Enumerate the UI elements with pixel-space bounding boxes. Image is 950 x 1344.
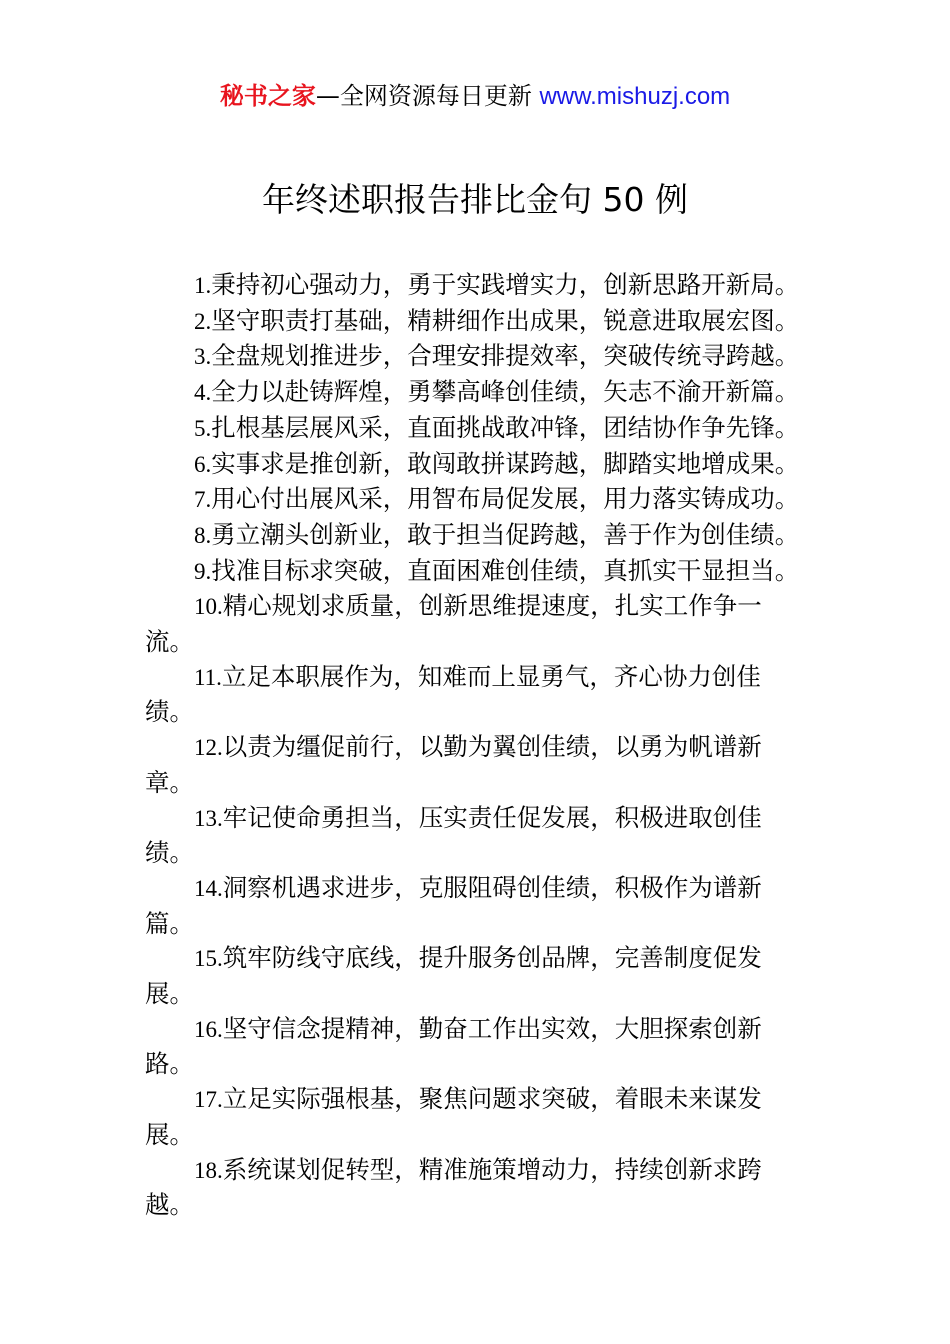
list-item bbox=[145, 411, 825, 447]
item-text: 全力以赴铸辉煌，勇攀高峰创佳绩，矢志不渝开新篇。 bbox=[211, 377, 800, 407]
item-text: 坚守信念提精神，勤奋工作出实效，大胆探索创新 bbox=[222, 1013, 762, 1043]
item-text: 立足本职展作为，知难而上显勇气，齐心协力创佳 bbox=[221, 661, 761, 691]
list-item bbox=[145, 1012, 825, 1082]
item-text: 实事求是推创新，敢闯敢拼谋跨越，脚踏实地增成果。 bbox=[211, 448, 800, 478]
item-text-continued: 展。 bbox=[145, 979, 194, 1009]
list-item bbox=[145, 1082, 825, 1152]
list-item bbox=[145, 447, 825, 483]
item-text-continued: 绩。 bbox=[145, 697, 194, 727]
item-text-continued: 篇。 bbox=[145, 908, 194, 938]
document-title: 年终述职报告排比金句 50 例 bbox=[262, 180, 688, 219]
item-number: 7. bbox=[194, 487, 212, 513]
item-text: 秉持初心强动力，勇于实践增实力，创新思路开新局。 bbox=[211, 270, 800, 299]
item-text: 全盘规划推进步，合理安排提效率，突破传统寻跨越。 bbox=[211, 341, 800, 371]
list-item bbox=[145, 941, 825, 1011]
list-item bbox=[145, 801, 825, 871]
item-text-continued: 章。 bbox=[145, 767, 194, 797]
item-number: 12. bbox=[194, 735, 223, 761]
item-text: 系统谋划促转型，精准施策增动力，持续创新求跨 bbox=[222, 1154, 762, 1184]
item-text: 以责为缰促前行，以勤为翼创佳绩，以勇为帆谱新 bbox=[222, 732, 762, 762]
site-header bbox=[0, 80, 950, 113]
list-item bbox=[145, 660, 825, 730]
item-number: 8. bbox=[194, 522, 212, 548]
list-item bbox=[145, 375, 825, 411]
list-item bbox=[145, 554, 825, 590]
item-text: 精心规划求质量，创新思维提速度，扎实工作争一 bbox=[222, 591, 762, 621]
item-number: 17. bbox=[194, 1087, 223, 1113]
list-item bbox=[145, 871, 825, 941]
item-text: 洞察机遇求进步，克服阻碍创佳绩，积极作为谱新 bbox=[222, 872, 762, 902]
item-number: 13. bbox=[194, 805, 223, 831]
item-text: 坚守职责打基础，精耕细作出成果，锐意进取展宏图。 bbox=[211, 305, 800, 335]
item-number: 6. bbox=[194, 451, 212, 477]
item-text-continued: 绩。 bbox=[145, 838, 194, 868]
item-number: 14. bbox=[194, 875, 223, 901]
site-link[interactable]: www.mishuzj.com bbox=[539, 83, 731, 110]
item-text: 找准目标求突破，直面困难创佳绩，真抓实干显担当。 bbox=[211, 555, 800, 585]
item-number: 11. bbox=[194, 664, 222, 690]
brand-name: 秘书之家 bbox=[219, 82, 316, 110]
list-item bbox=[145, 339, 825, 375]
item-number: 18. bbox=[194, 1157, 223, 1183]
item-number: 10. bbox=[194, 594, 223, 620]
item-text-continued: 流。 bbox=[145, 627, 194, 657]
item-number: 4. bbox=[194, 380, 212, 406]
item-text: 用心付出展风采，用智布局促发展，用力落实铸成功。 bbox=[211, 484, 800, 514]
item-text: 勇立潮头创新业，敢于担当促跨越，善于作为创佳绩。 bbox=[211, 519, 800, 549]
item-text: 筑牢防线守底线，提升服务创品牌，完善制度促发 bbox=[222, 943, 762, 973]
list-item bbox=[145, 268, 825, 304]
item-number: 9. bbox=[194, 558, 212, 584]
list-item bbox=[145, 518, 825, 554]
list-item bbox=[145, 304, 825, 340]
item-number: 2. bbox=[194, 308, 212, 334]
item-text-continued: 越。 bbox=[145, 1190, 194, 1220]
item-text: 立足实际强根基，聚焦问题求突破，着眼未来谋发 bbox=[222, 1084, 762, 1114]
list-item bbox=[145, 589, 825, 659]
header-tagline: —全网资源每日更新 bbox=[315, 82, 532, 110]
item-number: 3. bbox=[194, 344, 212, 370]
item-list bbox=[145, 268, 825, 1223]
item-number: 5. bbox=[194, 415, 212, 441]
item-text-continued: 展。 bbox=[145, 1119, 194, 1149]
item-text-continued: 路。 bbox=[145, 1049, 194, 1079]
list-item bbox=[145, 730, 825, 800]
item-number: 15. bbox=[194, 946, 223, 972]
item-text: 扎根基层展风采，直面挑战敢冲锋，团结协作争先锋。 bbox=[211, 412, 800, 442]
list-item bbox=[145, 1153, 825, 1223]
list-item bbox=[145, 482, 825, 518]
item-number: 16. bbox=[194, 1016, 223, 1042]
item-text: 牢记使命勇担当，压实责任促发展，积极进取创佳 bbox=[222, 802, 762, 832]
item-number: 1. bbox=[194, 273, 212, 298]
